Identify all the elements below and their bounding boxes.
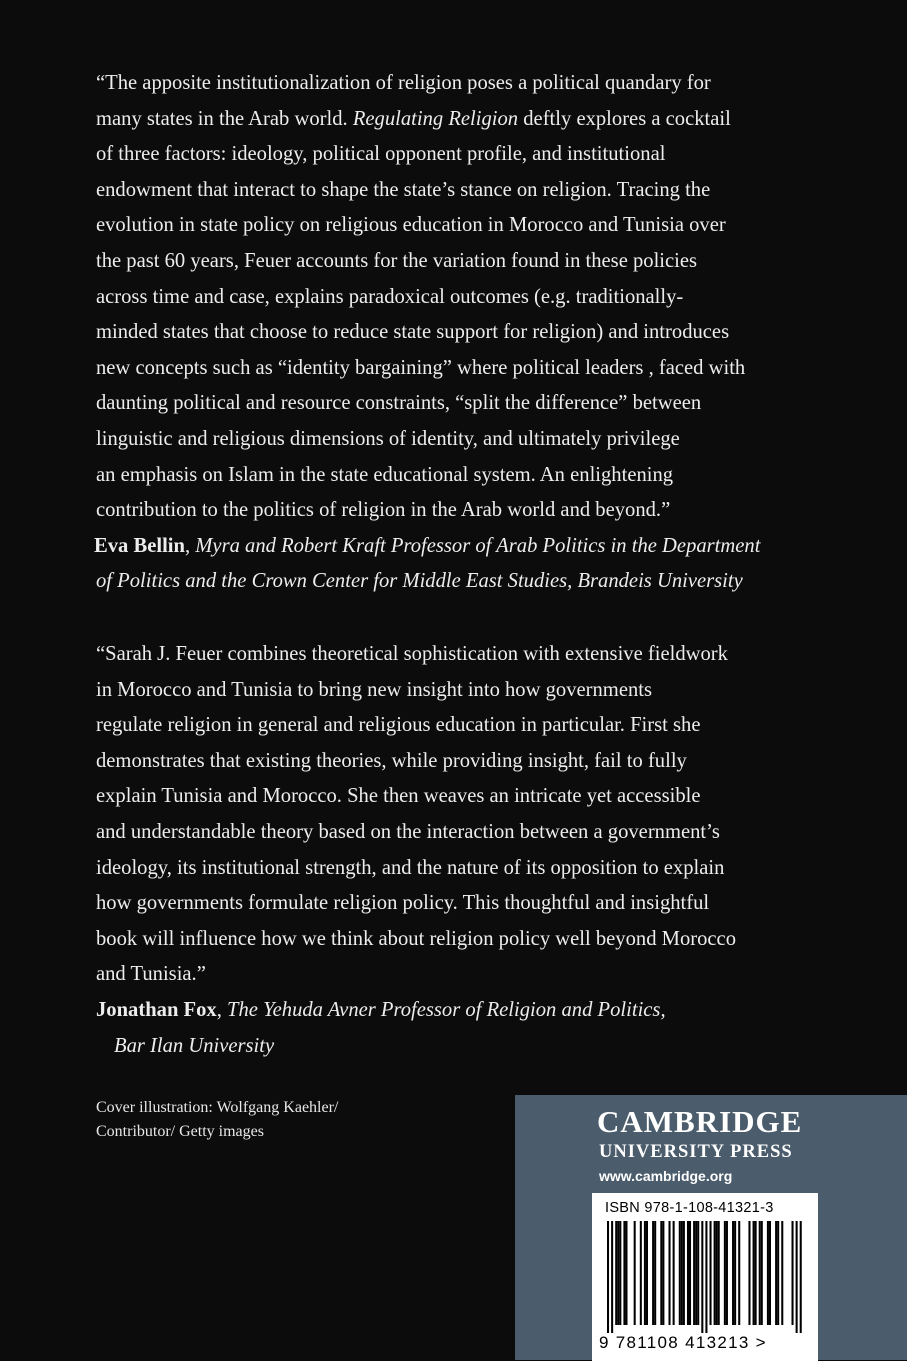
quote-1 — [96, 66, 826, 529]
barcode-bar — [792, 1221, 794, 1325]
isbn-label: ISBN 978-1-108-41321-3 — [605, 1200, 774, 1216]
quote-line: the past 60 years, Feuer accounts for the variation found in these policies — [96, 249, 698, 272]
barcode-bar — [705, 1221, 707, 1333]
barcode-bar — [781, 1221, 783, 1325]
barcode-bar — [718, 1221, 720, 1325]
barcode-bar — [769, 1221, 771, 1325]
barcode-bar — [640, 1221, 642, 1325]
barcode-bar — [634, 1221, 636, 1325]
quote-line: demonstrates that existing theories, while providing insight, fail to fully — [96, 749, 687, 772]
barcode-bar — [695, 1221, 697, 1325]
barcode-bar — [775, 1221, 777, 1325]
barcode-bar — [761, 1221, 763, 1325]
barcode-bar — [701, 1221, 703, 1333]
barcode-bar — [796, 1221, 798, 1333]
barcode-bar — [623, 1221, 625, 1325]
barcode-bar — [755, 1221, 757, 1325]
quote-line: across time and case, explains paradoxical outcomes (e.g. traditionally- — [96, 285, 684, 308]
author-title: of Politics and the Crown Center for Middle East Studies, Brandeis University — [96, 570, 743, 593]
quote-line: evolution in state policy on religious education in Morocco and Tunisia over — [96, 214, 726, 237]
barcode-bar — [738, 1221, 740, 1325]
barcode-bar — [693, 1221, 695, 1325]
cover-credit-line: Cover illustration: Wolfgang Kaehler/ — [96, 1099, 339, 1116]
barcode-bar — [679, 1221, 681, 1325]
quote-line: ideology, its institutional strength, and the nature of its opposition to explain — [96, 856, 725, 879]
barcode-bar — [654, 1221, 656, 1325]
barcode-bar — [652, 1221, 654, 1325]
author-name: Eva Bellin — [94, 534, 185, 557]
author-title: Bar Ilan University — [114, 1034, 275, 1057]
endorsement-1 — [96, 66, 826, 600]
barcode-bar — [710, 1221, 712, 1325]
quote-line: explain Tunisia and Morocco. She then weaves an intricate yet accessible — [96, 785, 701, 808]
barcode-bar — [800, 1221, 802, 1333]
cover-credit-line: Contributor/ Getty images — [96, 1123, 264, 1140]
barcode-bar — [724, 1221, 726, 1325]
barcode-bar — [617, 1221, 619, 1325]
barcode-bar — [726, 1221, 728, 1325]
barcode-bar — [619, 1221, 621, 1325]
publisher-panel — [515, 1095, 907, 1360]
quote-line: how governments formulate religion policy. This thoughtful and insightful — [96, 892, 710, 915]
quote-line: endowment that interact to shape the state’s stance on religion. Tracing the — [96, 178, 711, 201]
cover-credit — [96, 1096, 338, 1144]
barcode-bar — [748, 1221, 750, 1325]
quote-line: linguistic and religious dimensions of identity, and ultimately privilege — [96, 427, 680, 450]
quote-line: “Sarah J. Feuer combines theoretical sophistication with extensive fieldwork — [96, 643, 728, 665]
author-title: The Yehuda Avner Professor of Religion and Politics, — [227, 998, 666, 1021]
quote-line: regulate religion in general and religious education in particular. First she — [96, 714, 701, 737]
barcode-bar — [673, 1221, 675, 1325]
barcode-bar — [759, 1221, 761, 1325]
barcode — [592, 1193, 818, 1361]
quote-line: and understandable theory based on the interaction between a government’s — [96, 820, 720, 843]
barcode-bar — [714, 1221, 716, 1325]
quote-2 — [96, 637, 826, 993]
barcode-bar — [753, 1221, 755, 1325]
barcode-bar — [767, 1221, 769, 1325]
barcode-bar — [625, 1221, 627, 1325]
barcode-bar — [644, 1221, 646, 1325]
barcode-digits: 9 781108 413213 > — [599, 1333, 767, 1352]
barcode-bar — [687, 1221, 689, 1325]
barcode-bar — [607, 1221, 609, 1333]
quote-line: an emphasis on Islam in the state educational system. An enlightening — [96, 463, 674, 486]
author-title: Myra and Robert Kraft Professor of Arab Politics in the Department — [195, 534, 761, 557]
barcode-bar — [615, 1221, 617, 1325]
barcode-bar — [662, 1221, 664, 1325]
barcode-bar — [660, 1221, 662, 1325]
quote-line: new concepts such as “identity bargaining” where political leaders , faced with — [96, 356, 746, 379]
endorsement-2 — [96, 637, 826, 1064]
barcode-bar — [646, 1221, 648, 1325]
quote-line: in Morocco and Tunisia to bring new insight into how governments — [96, 678, 653, 701]
barcode-bar — [683, 1221, 685, 1325]
quote-line: of three factors: ideology, political opponent profile, and institutional — [96, 143, 666, 166]
barcode-bar — [689, 1221, 691, 1325]
quote-line: minded states that choose to reduce state support for religion) and introduces — [96, 321, 730, 344]
quote-line: “The apposite institutionalization of religion poses a political quandary for — [96, 72, 711, 94]
barcode-bars — [607, 1221, 803, 1333]
barcode-bar — [732, 1221, 734, 1325]
attribution-2: Jonathan Fox, The Yehuda Avner Professor of Religion and Politics, — [96, 998, 666, 1021]
quote-line: daunting political and resource constraints, “split the difference” between — [96, 392, 702, 415]
attribution-1: Eva Bellin, Myra and Robert Kraft Professor of Arab Politics in the Department — [94, 534, 761, 557]
barcode-bar — [611, 1221, 613, 1333]
quote-line: and Tunisia.” — [96, 963, 206, 986]
quote-line: many states in the Arab world. Regulating Religion deftly explores a cocktail — [96, 107, 731, 130]
barcode-bar — [669, 1221, 671, 1325]
barcode-bar — [734, 1221, 736, 1325]
publisher-logo-name: CAMBRIDGE — [597, 1104, 803, 1139]
author-name: Jonathan Fox — [96, 998, 217, 1021]
barcode-bar — [681, 1221, 683, 1325]
publisher-url: www.cambridge.org — [599, 1168, 733, 1184]
publisher-logo-press: UNIVERSITY PRESS — [599, 1142, 793, 1162]
barcode-bar — [716, 1221, 718, 1325]
barcode-bar — [697, 1221, 699, 1325]
quote-line: book will influence how we think about religion policy well beyond Morocco — [96, 927, 736, 950]
barcode-bar — [777, 1221, 779, 1325]
quote-line: contribution to the politics of religion in the Arab world and beyond.” — [96, 499, 671, 522]
